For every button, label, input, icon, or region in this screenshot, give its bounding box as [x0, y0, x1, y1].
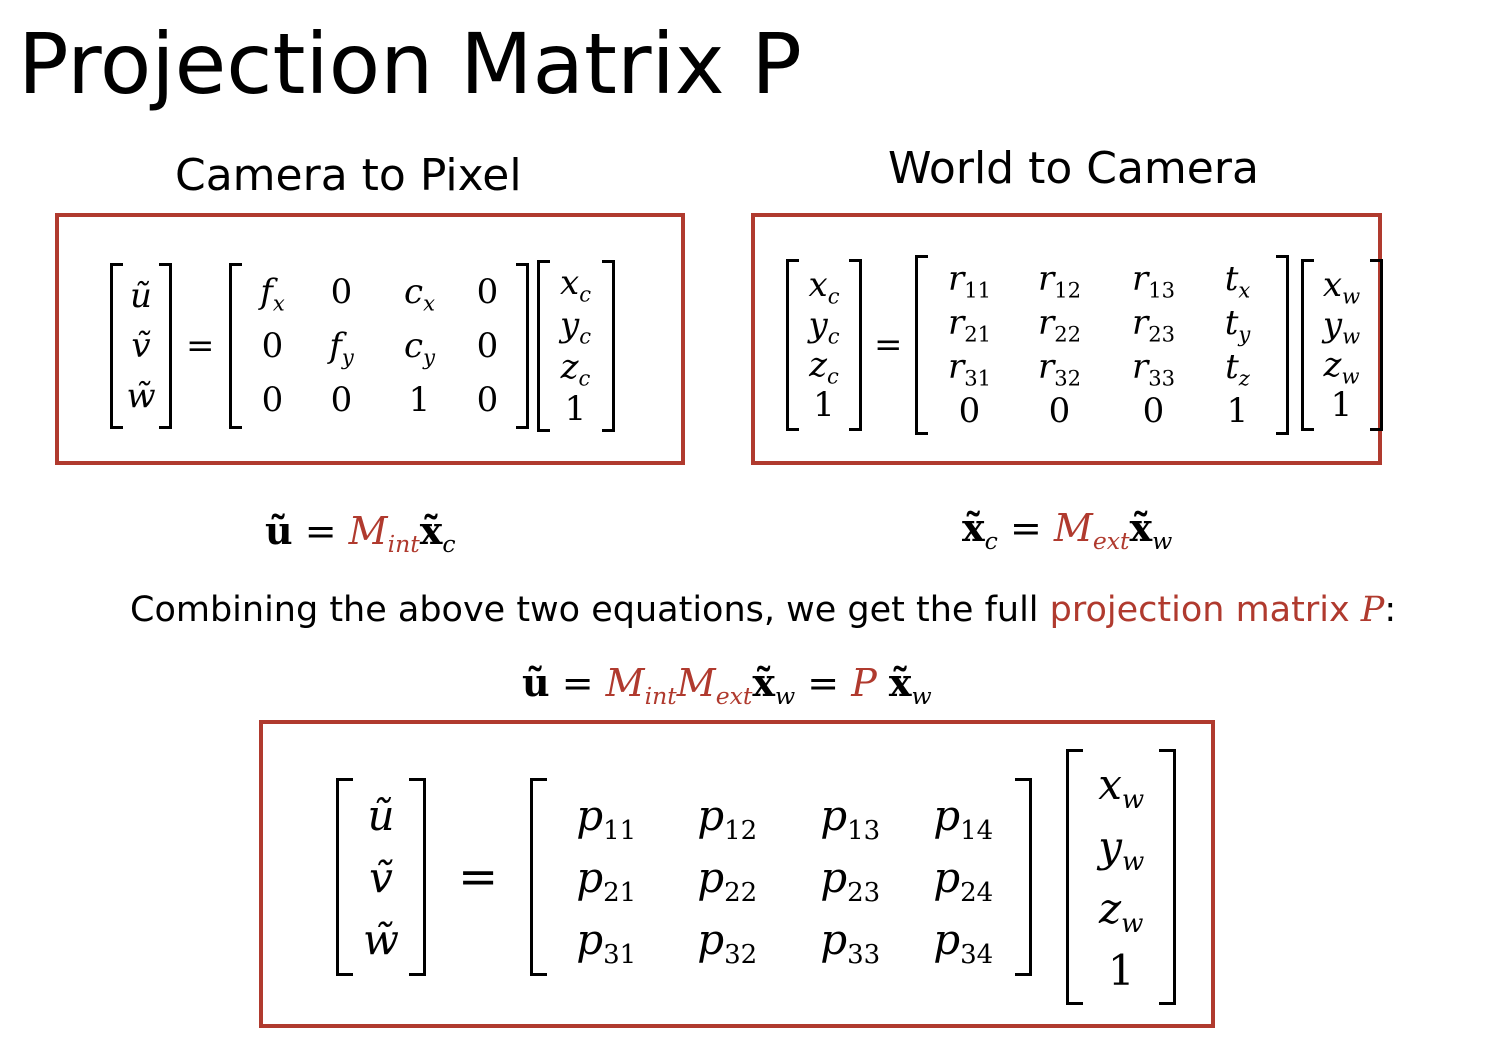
projection-matrix-entry: $p_{32}$	[697, 914, 758, 970]
equals-sign: =	[874, 325, 903, 365]
camera-point-vector-lhs	[786, 259, 862, 431]
extrinsic-matrix-entry: $r_{12}$	[1037, 259, 1082, 303]
projection-matrix-entry: $p_{24}$	[933, 852, 994, 908]
camera-point-entry: $y_c$	[808, 305, 840, 349]
projection-matrix-entry: $p_{13}$	[820, 790, 881, 846]
camera-point-entry: $z_c$	[809, 345, 839, 389]
intrinsic-matrix-entry: $f_x$	[260, 272, 285, 316]
intrinsic-matrix-entry: 0	[476, 380, 499, 420]
intrinsic-matrix-entry: 0	[476, 272, 499, 312]
extrinsic-matrix-entry: 1	[1226, 391, 1249, 431]
projection-matrix-entry: $p_{31}$	[576, 914, 637, 970]
pixel-vector-entry: w̃	[126, 376, 156, 416]
extrinsic-matrix-entry: $r_{31}$	[947, 347, 992, 391]
projection-matrix	[530, 778, 1032, 976]
extrinsic-matrix-entry: $t_z$	[1225, 347, 1250, 391]
extrinsic-matrix-entry: $r_{23}$	[1131, 303, 1176, 347]
world-point-entry: $y_w$	[1098, 821, 1145, 877]
world-point-entry: $z_w$	[1323, 345, 1360, 389]
full-projection-equation: ũ = $M_{int}M_{ext}x̃_w = P$ $x̃_w$	[522, 660, 932, 711]
intrinsic-matrix-entry: $c_y$	[404, 326, 435, 370]
projection-matrix-entry: $p_{22}$	[697, 852, 758, 908]
intrinsic-matrix-entry: $c_x$	[404, 272, 435, 316]
pixel-vector-entry: ũ	[130, 276, 152, 316]
world-point-entry: $z_w$	[1099, 883, 1144, 939]
intrinsic-matrix-entry: 0	[261, 380, 284, 420]
page-title: Projection Matrix P	[18, 15, 802, 113]
extrinsic-matrix-entry: $t_x$	[1224, 259, 1251, 303]
projection-matrix-entry: $p_{34}$	[933, 914, 994, 970]
pixel-vector-entry: w̃	[363, 914, 399, 964]
extrinsic-matrix-entry: $r_{33}$	[1131, 347, 1176, 391]
world-point-entry: 1	[1330, 385, 1353, 425]
equals-sign: =	[186, 326, 215, 366]
projection-matrix-entry: $p_{14}$	[933, 790, 994, 846]
camera-point-entry: $y_c$	[559, 305, 592, 349]
camera-point-entry: $x_c$	[560, 263, 591, 307]
intrinsic-matrix-entry: 0	[261, 326, 284, 366]
extrinsic-matrix-entry: $t_y$	[1224, 303, 1251, 347]
camera-point-entry: $z_c$	[560, 347, 591, 391]
world-point-entry: $x_w$	[1098, 759, 1145, 815]
equals-sign: =	[458, 849, 499, 905]
world-point-vector	[1301, 259, 1383, 431]
extrinsic-matrix	[915, 255, 1289, 435]
intrinsic-equation: ũ = $M_{int}x̃_c$	[265, 508, 456, 559]
projection-matrix-entry: $p_{21}$	[576, 852, 637, 908]
extrinsic-matrix-entry: $r_{11}$	[947, 259, 992, 303]
world-point-vector	[1066, 749, 1176, 1005]
intrinsic-matrix-entry: 1	[408, 380, 431, 420]
projection-matrix-entry: $p_{23}$	[820, 852, 881, 908]
extrinsic-matrix-entry: $r_{21}$	[947, 303, 992, 347]
combining-sentence: Combining the above two equations, we get the full projection matrix P:	[130, 590, 1397, 630]
projection-matrix-entry: $p_{11}$	[576, 790, 637, 846]
extrinsic-matrix-entry: $r_{13}$	[1131, 259, 1176, 303]
extrinsic-matrix-equation	[786, 252, 1383, 438]
extrinsic-matrix-entry: $r_{22}$	[1037, 303, 1082, 347]
camera-point-vector	[537, 260, 615, 432]
extrinsic-matrix-entry: $r_{32}$	[1037, 347, 1082, 391]
projection-matrix-entry: $p_{12}$	[697, 790, 758, 846]
intrinsic-matrix-equation	[110, 256, 615, 436]
world-point-entry: 1	[1107, 945, 1135, 995]
intrinsic-matrix-entry: 0	[330, 272, 353, 312]
pixel-vector	[336, 778, 426, 976]
pixel-vector-entry: ṽ	[131, 326, 151, 366]
camera-point-entry: $x_c$	[808, 265, 840, 309]
intrinsic-matrix-entry: 0	[476, 326, 499, 366]
pixel-vector-entry: ṽ	[369, 852, 393, 902]
projection-matrix-equation	[336, 748, 1176, 1006]
intrinsic-matrix-entry: 0	[330, 380, 353, 420]
world-point-entry: $y_w$	[1322, 305, 1361, 349]
camera-point-entry: 1	[813, 385, 835, 425]
extrinsic-matrix-entry: 0	[1142, 391, 1165, 431]
camera-point-entry: 1	[564, 389, 587, 429]
camera-to-pixel-heading: Camera to Pixel	[175, 150, 522, 201]
world-point-entry: $x_w$	[1322, 265, 1361, 309]
pixel-vector-entry: ũ	[367, 790, 395, 840]
world-to-camera-heading: World to Camera	[888, 143, 1259, 194]
intrinsic-matrix	[229, 263, 529, 429]
extrinsic-matrix-entry: 0	[1048, 391, 1071, 431]
pixel-vector	[110, 263, 172, 429]
projection-matrix-entry: $p_{33}$	[820, 914, 881, 970]
intrinsic-matrix-entry: $f_y$	[329, 326, 354, 370]
extrinsic-matrix-entry: 0	[958, 391, 981, 431]
extrinsic-equation: $x̃_c$ = $M_{ext}x̃_w$	[962, 505, 1173, 556]
